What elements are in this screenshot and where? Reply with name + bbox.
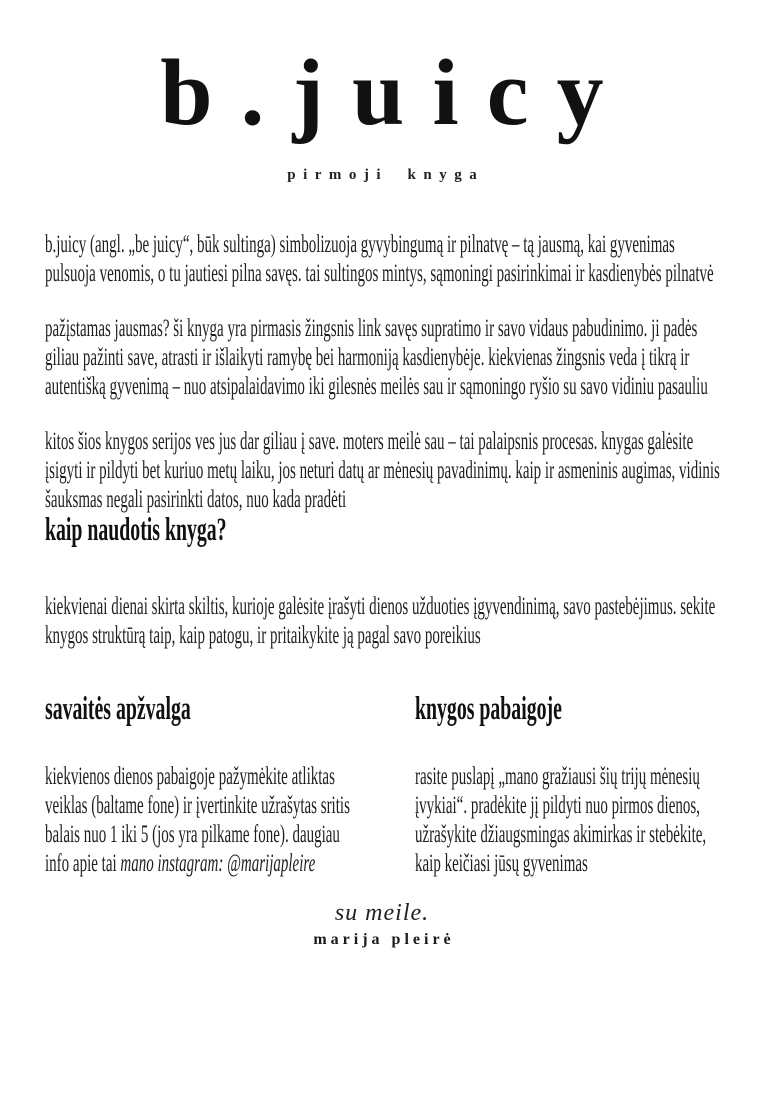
- weekly-review-heading: savaitės apžvalga: [45, 691, 191, 727]
- how-to-heading: kaip naudotis knyga?: [45, 512, 227, 548]
- intro-paragraph-2: pažįstamas jausmas? ši knyga yra pirmasis žingsnis link savęs supratimo ir savo vidaus pabudinimo. ji padės giliau pažinti save, atrasti ir išlaikyti ramybę bei harmoniją kasdienybėje. kiekvienas žingsnis veda į tikrą ir autentišką gyvenimą – nuo atsipalaidavimo iki gilesnės meilės sau ir sąmoningo ryšio su savo vidiniu pasauliu: [45, 315, 708, 400]
- page-subtitle: pirmoji knyga: [287, 167, 485, 183]
- signature-script: su meile.: [334, 900, 430, 926]
- book-end-heading: knygos pabaigoje: [415, 691, 562, 727]
- weekly-review-text: [45, 762, 357, 878]
- signature-name: marija pleirė: [313, 931, 455, 948]
- intro-section: [45, 230, 719, 514]
- weekly-review-text-main: kiekvienos dienos pabaigoje pažymėkite atliktas veiklas (baltame fone) ir įvertinkite užrašytas sritis balais nuo 1 iki 5 (jos yra pilkame fone). daugiau info apie tai: [45, 763, 350, 877]
- instagram-handle-note: mano instagram: @marijapleire: [120, 850, 316, 877]
- how-to-section: [45, 514, 719, 650]
- book-end-column: [415, 693, 745, 878]
- intro-paragraph-1: b.juicy (angl. „be juicy“, būk sultinga) simbolizuoja gyvybingumą ir pilnatvę – tą jausmą, kai gyvenimas pulsuoja venomis, o tu jautiesi pilna savęs. tai sultingos mintys, sąmoningi pasirinkimai ir kasdienybės pilnatvė: [45, 231, 714, 287]
- columns-section: [45, 693, 719, 878]
- how-to-paragraph: kiekvienai dienai skirta skiltis, kurioje galėsite įrašyti dienos užduoties įgyvendinimą, savo pastebėjimus. sekite knygos struktūrą taip, kaip patogu, ir pritaikykite ją pagal savo poreikius: [45, 593, 716, 649]
- intro-paragraph-3: kitos šios knygos serijos ves jus dar giliau į save. moters meilė sau – tai palaipsnis procesas. knygas galėsite įsigyti ir pildyti bet kuriuo metų laiku, jos neturi datų ar mėnesių pavadinimų. kaip ir asmeninis augimas, vidinis šauksmas negali pasirinkti datos, nuo kada pradėti: [45, 428, 720, 513]
- signature-block: [45, 898, 719, 950]
- page-header: [45, 0, 719, 184]
- book-end-text: rasite puslapį „mano gražiausi šių trijų mėnesių įvykiai“. pradėkite jį pildyti nuo pirmos dienos, užrašykite džiaugsmingas akimirkas ir stebėkite, kaip keičiasi jūsų gyvenimas: [415, 763, 707, 877]
- page-title: b.juicy: [160, 41, 632, 145]
- weekly-review-column: [45, 693, 375, 878]
